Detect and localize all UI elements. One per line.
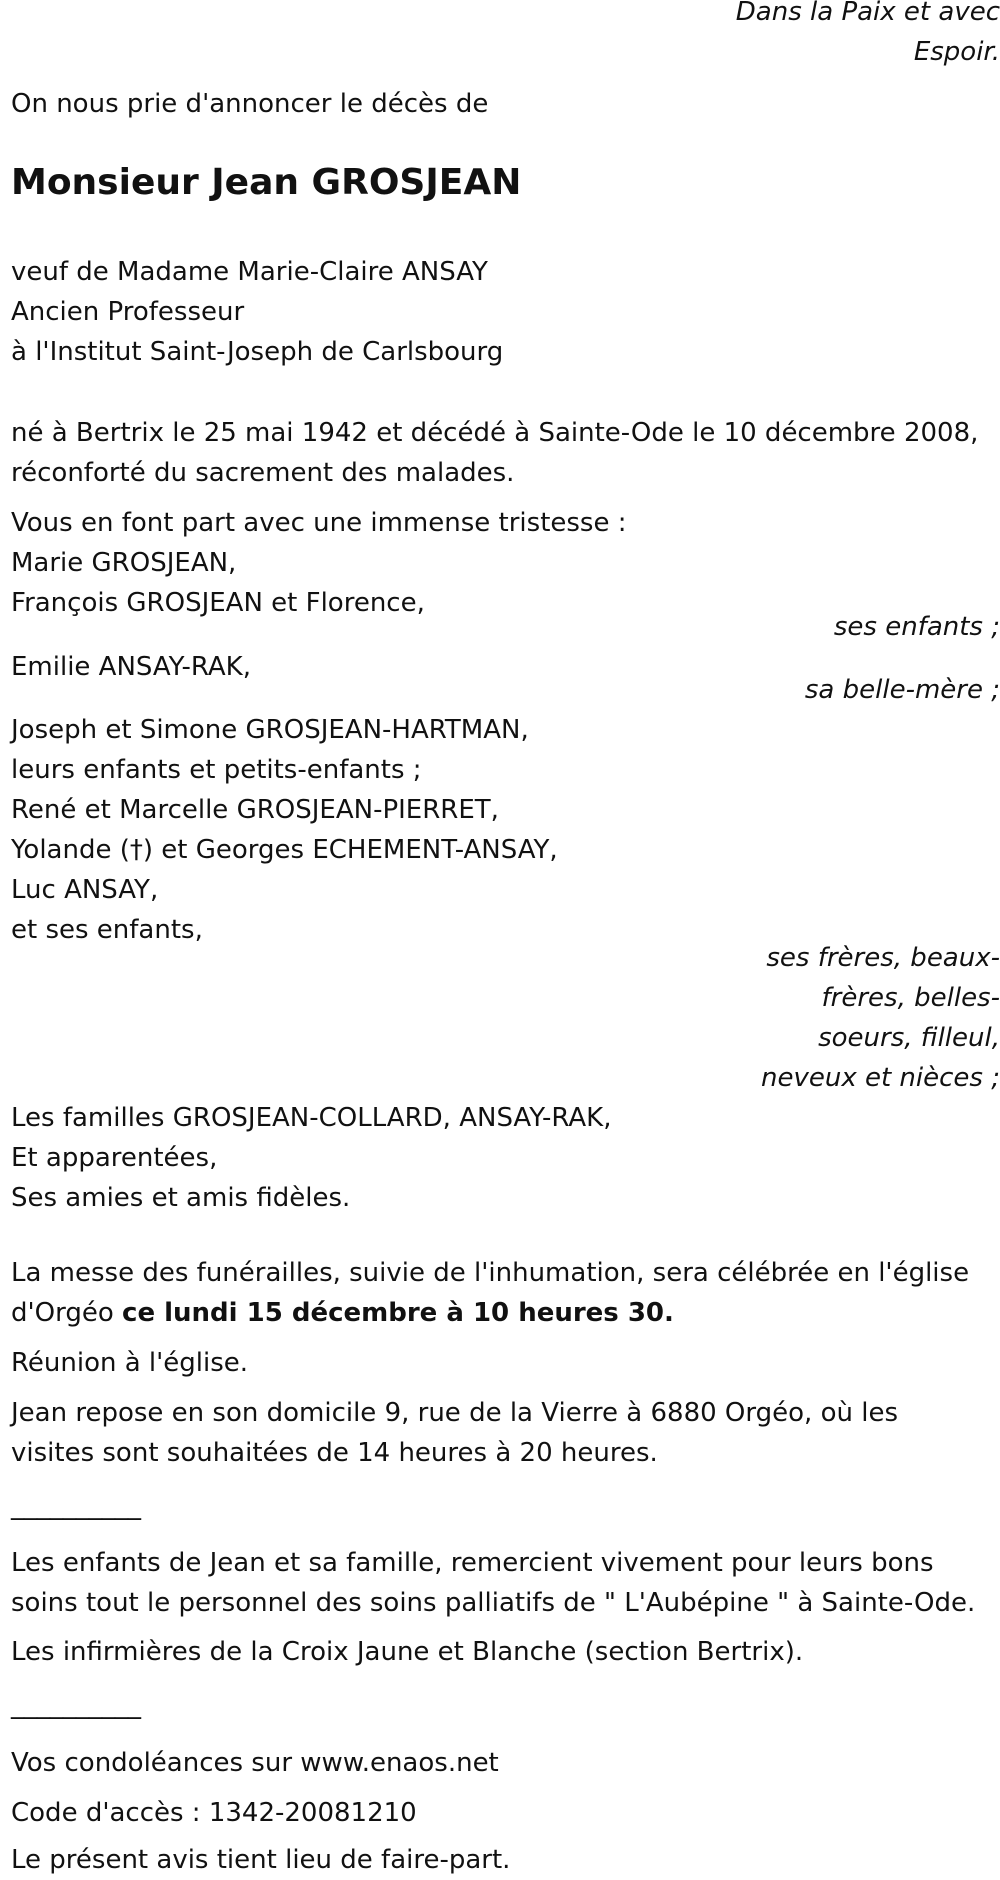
condolences-link[interactable]: Vos condoléances sur www.enaos.net	[11, 1748, 499, 1778]
funeral-datetime	[11, 1293, 674, 1333]
family-member: Emilie ANSAY-RAK,	[11, 652, 251, 682]
family-member: Marie GROSJEAN,	[11, 548, 237, 578]
family-member: René et Marcelle GROSJEAN-PIERRET,	[11, 795, 499, 825]
family-intro: Vous en font part avec une immense tristesse :	[11, 508, 627, 538]
bio-line: à l'Institut Saint-Joseph de Carlsbourg	[11, 337, 504, 367]
family-member: François GROSJEAN et Florence,	[11, 588, 425, 618]
intro-text: On nous prie d'annoncer le décès de	[11, 89, 489, 119]
meeting-place: Réunion à l'église.	[11, 1348, 249, 1378]
role-label-mother-in-law: sa belle-mère ;	[804, 675, 1000, 705]
separator: __________	[11, 1690, 141, 1720]
funeral-line: La messe des funérailles, suivie de l'inhumation, sera célébrée en l'église	[11, 1258, 970, 1288]
family-member: Luc ANSAY,	[11, 875, 159, 905]
funeral-location: d'Orgéo	[11, 1298, 123, 1328]
birth-death-line: né à Bertrix le 25 mai 1942 et décédé à Sainte-Ode le 10 décembre 2008,	[11, 418, 979, 448]
thanks-line: soins tout le personnel des soins palliatifs de " L'Aubépine " à Sainte-Ode.	[11, 1588, 976, 1618]
family-member: Et apparentées,	[11, 1143, 218, 1173]
epigraph-line-1: Dans la Paix et avec	[735, 0, 1000, 27]
thanks-line: Les enfants de Jean et sa famille, remercient vivement pour leurs bons	[11, 1548, 934, 1578]
role-label-siblings: soeurs, filleul,	[818, 1023, 1000, 1053]
role-label-siblings: ses frères, beaux-	[766, 943, 1000, 973]
bio-line: Ancien Professeur	[11, 297, 245, 327]
visit-line: Jean repose en son domicile 9, rue de la Vierre à 6880 Orgéo, où les	[11, 1398, 898, 1428]
access-code: Code d'accès : 1342-20081210	[11, 1798, 417, 1828]
family-member: leurs enfants et petits-enfants ;	[11, 755, 422, 785]
bio-line: veuf de Madame Marie-Claire ANSAY	[11, 257, 488, 287]
family-member: et ses enfants,	[11, 915, 203, 945]
birth-death-line: réconforté du sacrement des malades.	[11, 458, 515, 488]
family-member: Les familles GROSJEAN-COLLARD, ANSAY-RAK,	[11, 1103, 612, 1133]
separator: __________	[11, 1491, 141, 1521]
role-label-siblings: neveux et nièces ;	[760, 1063, 1000, 1093]
role-label-children: ses enfants ;	[833, 612, 1000, 642]
family-member: Yolande (†) et Georges ECHEMENT-ANSAY,	[11, 835, 558, 865]
role-label-siblings: frères, belles-	[821, 983, 1000, 1013]
thanks-line: Les infirmières de la Croix Jaune et Blanche (section Bertrix).	[11, 1637, 804, 1667]
notice-footer: Le présent avis tient lieu de faire-part.	[11, 1845, 511, 1875]
family-member: Ses amies et amis fidèles.	[11, 1183, 351, 1213]
deceased-name: Monsieur Jean GROSJEAN	[11, 162, 522, 203]
funeral-date: ce lundi 15 décembre à 10 heures 30.	[122, 1298, 674, 1328]
family-member: Joseph et Simone GROSJEAN-HARTMAN,	[11, 715, 529, 745]
visit-line: visites sont souhaitées de 14 heures à 20 heures.	[11, 1438, 658, 1468]
epigraph-line-2: Espoir.	[913, 37, 1000, 67]
